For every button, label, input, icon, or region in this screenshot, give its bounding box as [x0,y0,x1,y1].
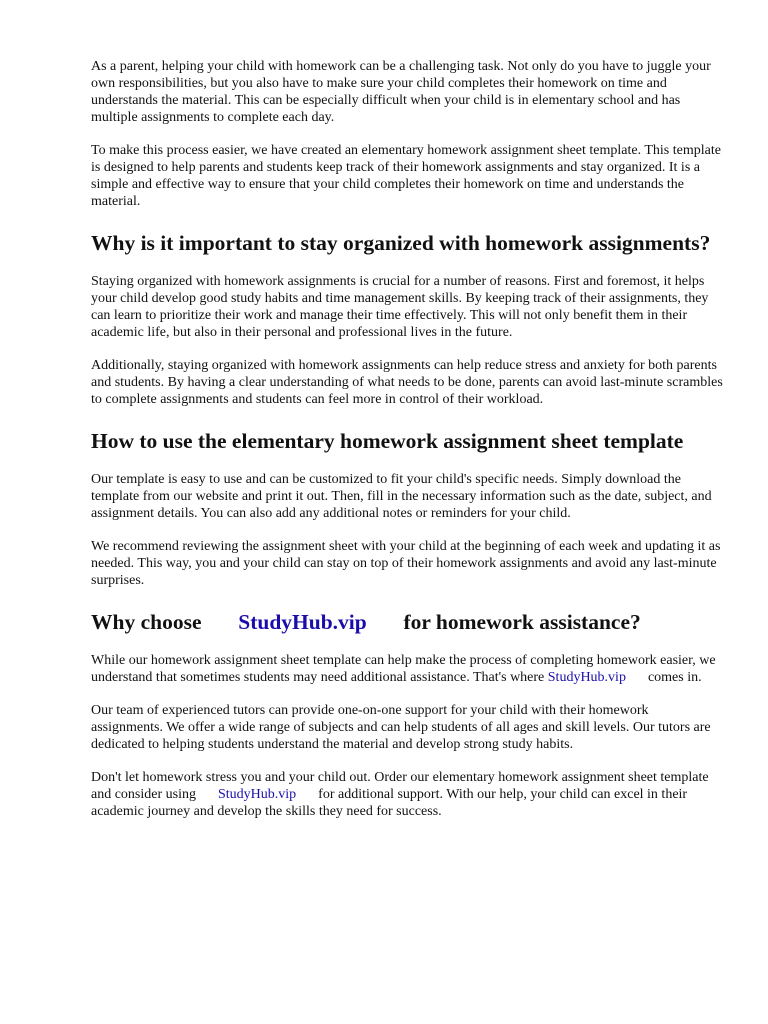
organized-paragraph-1: Staying organized with homework assignments is crucial for a number of reasons. First and foremost, it helps your child develop good study habits and time management skills. By keeping track of their assignments, they can learn to prioritize their work and manage their time effectively. This will not only benefit them in their academic life, but also in their personal and professional lives in the future. [91,274,709,340]
section-heading-how-to-use: How to use the elementary homework assignment sheet template [91,429,684,453]
how-to-use-paragraph-2: We recommend reviewing the assignment sheet with your child at the beginning of each week and updating it as needed. This way, you and your child can stay on top of their homework assignments and avoid any last-minute surprises. [91,539,721,588]
how-to-use-paragraph-1: Our template is easy to use and can be customized to fit your child's specific needs. Simply download the template from our website and print it out. Then, fill in the necessary information such as the date, subject, and assignment details. You can also add any additional notes or reminders for your child. [91,472,712,521]
intro-paragraph-2: To make this process easier, we have created an elementary homework assignment sheet template. This template is designed to help parents and students keep track of their homework assignments and stay organized. It is a simple and effective way to ensure that your child completes their homework on time and understands the material. [91,143,721,209]
why-choose-paragraph-1-text: While our homework assignment sheet template can help make the process of completing homework easier, we understand that sometimes students may need additional assistance. That's where [91,653,716,685]
section-heading-why-choose [91,609,723,635]
studyhub-link-1[interactable]: StudyHub.vip [547,670,626,685]
why-choose-paragraph-2: Our team of experienced tutors can provide one-on-one support for your child with their homework assignments. We offer a wide range of subjects and can help students of all ages and skill levels. Our tutors are dedicated to helping students understand the material and develop strong study habits. [91,703,711,752]
studyhub-heading-link[interactable]: StudyHub.vip [238,610,367,634]
why-choose-paragraph-1-suffix: comes in. [647,670,702,685]
why-choose-heading-text: Why choose [91,610,202,634]
why-choose-paragraph-1 [91,652,723,686]
why-choose-paragraph-3-text: Don't let homework stress you and your child out. Order our elementary homework assignment sheet template and consider using [91,770,709,802]
section-heading-organized: Why is it important to stay organized with homework assignments? [91,231,711,255]
document-page [91,58,723,836]
why-choose-paragraph-3-suffix: for additional support. With our help, your child can excel in their academic journey and develop the skills they need for success. [91,787,688,819]
why-choose-paragraph-3 [91,769,723,820]
studyhub-link-2[interactable]: StudyHub.vip [217,787,297,802]
why-choose-heading-suffix: for homework assistance? [403,610,641,634]
organized-paragraph-2: Additionally, staying organized with homework assignments can help reduce stress and anxiety for both parents and students. By having a clear understanding of what needs to be done, parents can avoid last-minute scrambles to complete assignments and students can feel more in control of their workload. [91,358,723,407]
intro-paragraph-1: As a parent, helping your child with homework can be a challenging task. Not only do you have to juggle your own responsibilities, but you also have to make sure your child completes their homework on time and understands the material. This can be especially difficult when your child is in elementary school and has multiple assignments to complete each day. [91,59,711,125]
